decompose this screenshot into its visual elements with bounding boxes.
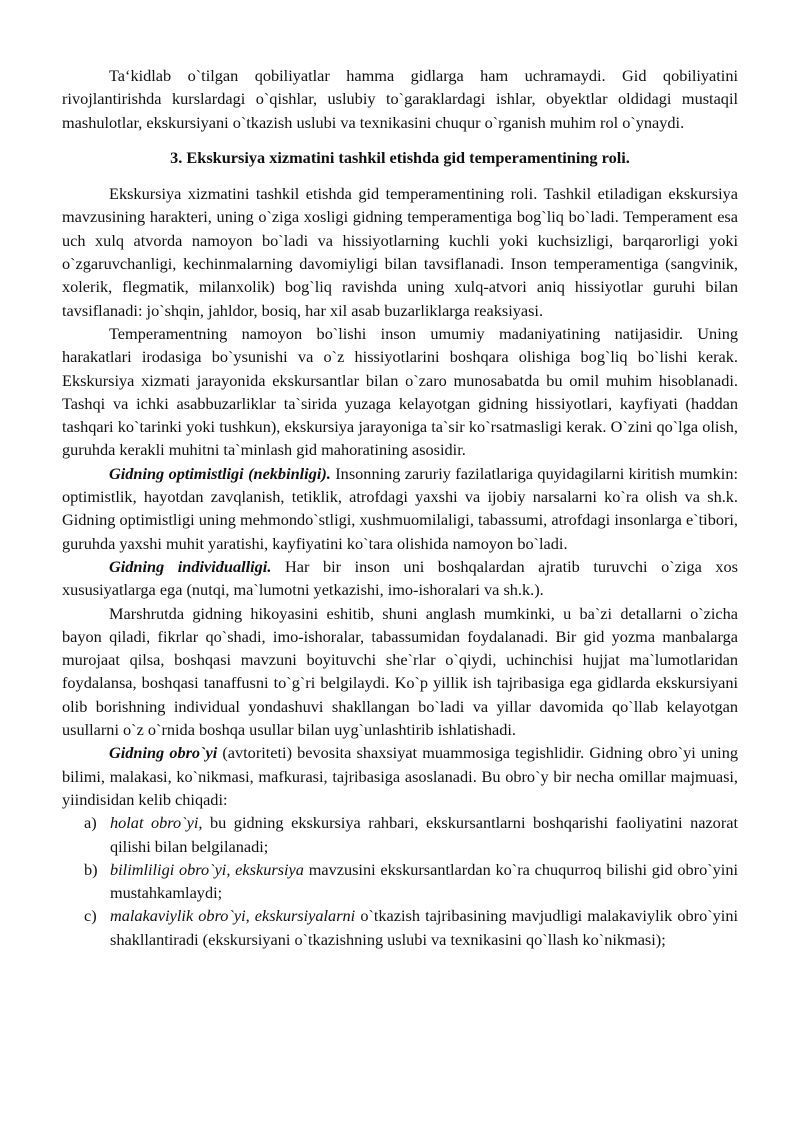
paragraph-abilities: Ta‘kidlab o`tilgan qobiliyatlar hamma gidlarga ham uchramaydi. Gid qobiliyatini rivojlantirishda kurslardagi o`qishlar, uslubiy to`garaklardagi ishlar, obyektlar oldidagi mustaqil mashulotlar, ekskursiyani o`tkazish uslubi va texnikasini chuqur o`rganish muhim rol o`ynaydi. xyxy=(62,66,738,132)
list-item-text: o`tkazish tajribasining mavjudligi malakaviylik obro`yini shakllantiradi (ekskursiyani o`tkazishning uslubi va texnikasini qo`llash ko`nikmasi); xyxy=(110,906,738,949)
authority-lead: Gidning obro`yi xyxy=(109,743,218,763)
list-item xyxy=(84,811,738,858)
authority-list xyxy=(62,811,738,951)
list-item-italic: holat obro`yi, xyxy=(110,813,203,833)
paragraph-temperament-intro: Ekskursiya xizmatini tashkil etishda gid temperamentining roli. Tashkil etiladigan ekskursiya mavzusining harakteri, uning o`ziga xosligi gidning temperamentiga bog`liq bo`ladi. Temperament esa uch xulq atvorda namoyon bo`ladi va hissiyotlarning kuchli yoki kuchsizligi, barqarorligi yoki o`zgaruvchanligi, kechinmalarning davomiyligi bilan tavsiflanadi. Inson temperamentiga (sangvinik, xolerik, flegmatik, milanxolik) bog`liq ravishda uning xulq-atvori aniq hissiyotlar guruhi bilan tavsiflanadi: jo`shqin, jahldor, bosiq, har xil asab buzarliklarga reaksiyasi. xyxy=(62,184,738,320)
list-item xyxy=(84,858,738,905)
list-item-text: mavzusini ekskursantlardan ko`ra chuqurroq bilishi gid obro`yini mustahkamlaydi; xyxy=(110,859,738,903)
authority-text: (avtoriteti) bevosita shaxsiyat muammosiga tegishlidir. Gidning obro`yi uning bilimi, malakasi, ko`nikmasi, mafkurasi, tajribasiga asoslanadi. Bu obro`y bir necha omillar majmuasi, yiindisidan kelib chiqadi: xyxy=(62,743,738,809)
individuality-text: Har bir inson uni boshqalardan ajratib turuvchi o`ziga xos xususiyatlarga ega (nutqi, ma`lumotni yetkazishi, imo-ishoralari va sh.k.). xyxy=(62,556,739,600)
list-item-text: bu gidning ekskursiya rahbari, ekskursantlarni boshqarishi faoliyatini nazorat qilishi bilan belgilanadi; xyxy=(110,813,738,856)
paragraph-temperament-culture: Temperamentning namoyon bo`lishi inson umumiy madaniyatining natijasidir. Uning harakatlari irodasiga bo`ysunishi va o`z hissiyotlarini boshqara olishiga bog`liq bo`lishi kerak. Ekskursiya xizmati jarayonida ekskursantlar bilan o`zaro munosabatda bu omil muhim hisoblanadi. Tashqi va ichki asabbuzarliklar ta`sirida yuzaga kelayotgan gidning hissiyotlari, kayfiyati (haddan tashqari ko`tarinki yoki tushkun), ekskursiya jarayoniga ta`sir ko`rsatmasligi kerak. O`zini qo`lga olish, guruhda kerakli muhitni ta`minlash gid mahoratining asosidir. xyxy=(62,323,738,460)
list-marker: b) xyxy=(84,859,98,879)
optimism-text: Insonning zaruriy fazilatlariga quyidagilarni kiritish mumkin: optimistlik, hayotdan zavqlanish, tetiklik, atrofdagi yaxshi va ijobiy narsalarni ko`ra olish va sh.k. Gidning optimistligi uning mehmondo`stligi, xushmuomilaligi, tabassumi, atrofdagi insonlarga e`tibori, guruhda yaxshi muhit yaratishi, kayfiyatini ko`tara olishida namoyon bo`ladi. xyxy=(62,463,738,553)
paragraph-individuality xyxy=(62,555,738,602)
list-marker: a) xyxy=(84,813,97,833)
section-heading: 3. Ekskursiya xizmatini tashkil etishda gid temperamentining roli. xyxy=(170,147,630,167)
optimism-lead: Gidning optimistligi (nekbinligi). xyxy=(109,463,331,483)
list-item-italic: malakaviylik obro`yi, ekskursiyalarni xyxy=(110,906,356,926)
individuality-lead: Gidning individualligi. xyxy=(109,556,272,576)
paragraph-route-story: Marshrutda gidning hikoyasini eshitib, shuni anglash mumkinki, u ba`zi detallarni o`zicha bayon qiladi, fikrlar qo`shadi, imo-ishoralar, tabassumidan foydalanadi. Bir gid yozma manbalarga murojaat qilsa, boshqasi mavzuni boyituvchi she`rlar o`qiydi, uchinchisi hujjat ma`lumotlaridan foydalansa, boshqasi tanaffusni to`g`ri belgilaydi. Ko`p yillik ish tajribasiga ega gidlarda ekskursiyani olib borishning individual yondashuvi shakllangan bo`ladi va yillar davomida qo`llab kelayotgan usullarni o`z o`rnida boshqa usullar bilan uyg`unlashtirib ishlatishadi. xyxy=(62,603,738,740)
list-item-italic: bilimliligi obro`yi, ekskursiya xyxy=(110,859,304,879)
paragraph-optimism xyxy=(62,462,738,555)
list-item xyxy=(84,904,738,951)
paragraph-authority xyxy=(62,741,738,811)
list-marker: c) xyxy=(84,906,97,926)
